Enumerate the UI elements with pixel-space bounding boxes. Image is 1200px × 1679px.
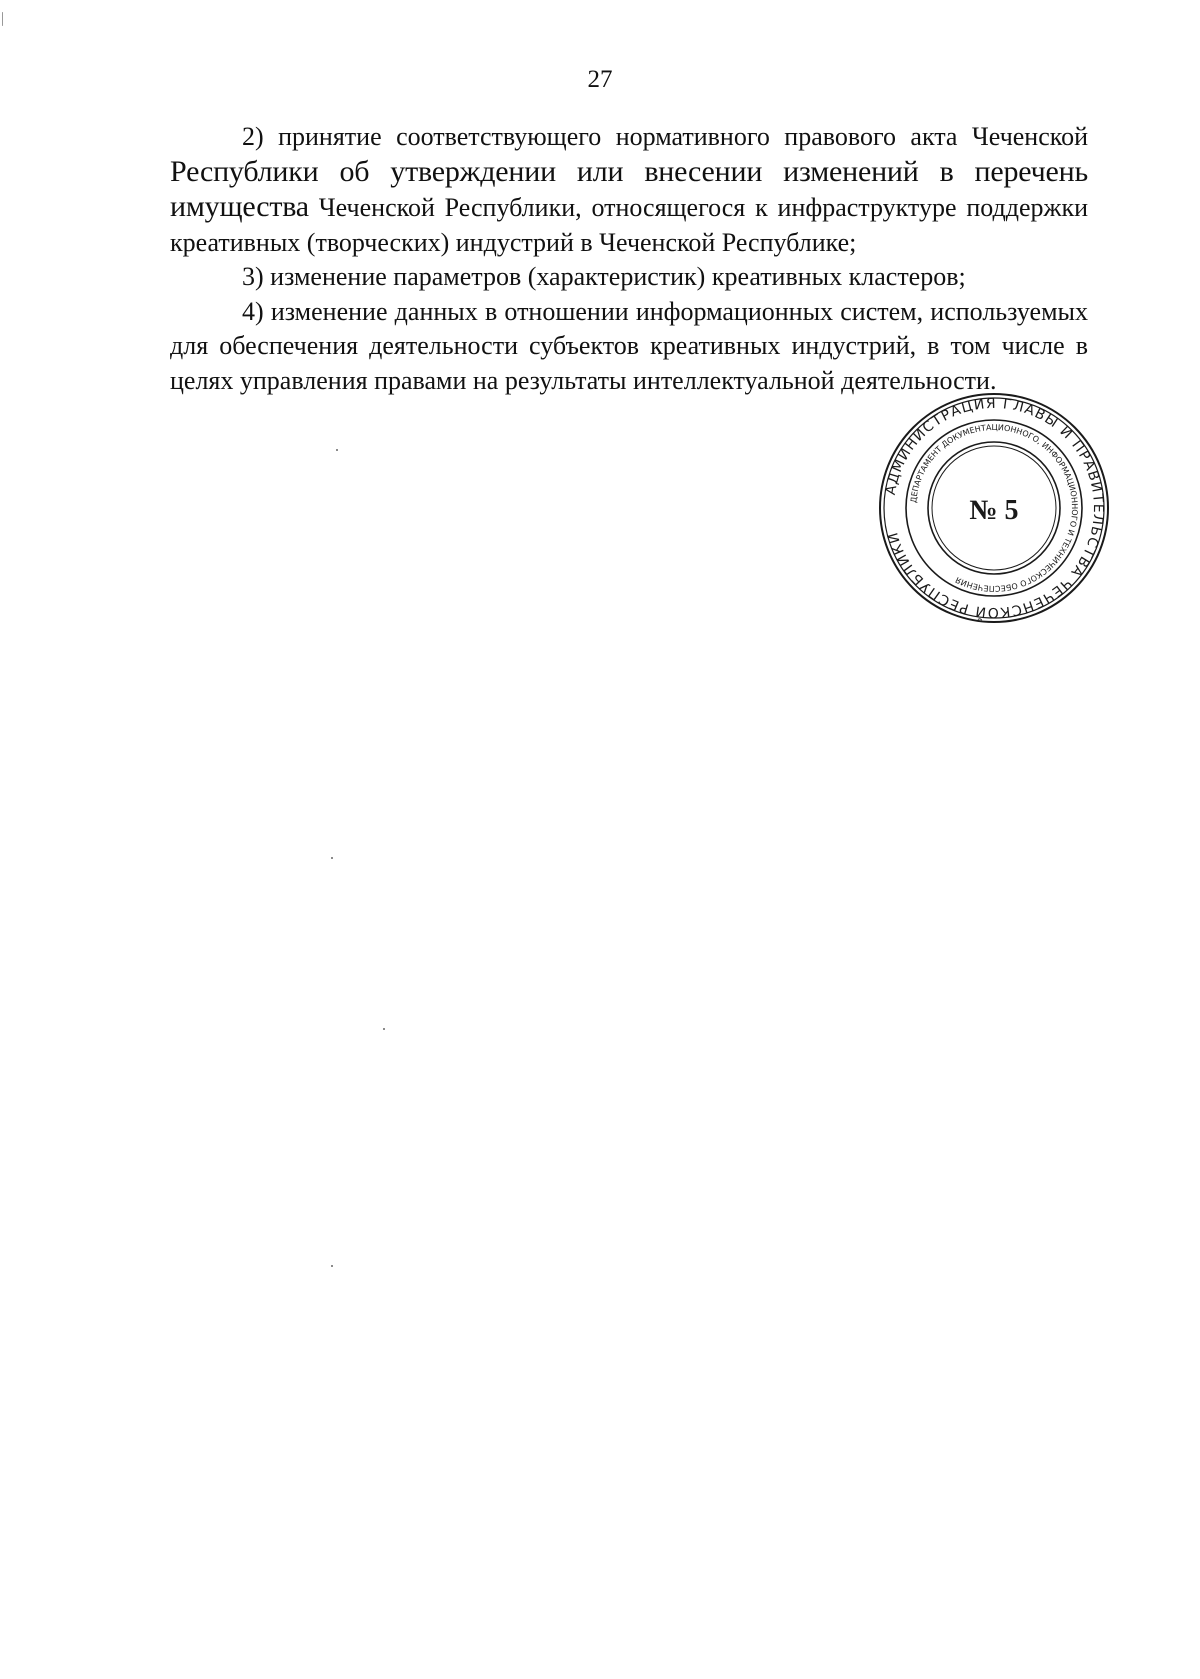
stamp-inner-text: ДЕПАРТАМЕНТ ДОКУМЕНТАЦИОННОГО, ИНФОРМАЦИОННОГО И ТЕХНИЧЕСКОГО ОБЕСПЕЧЕНИЯ: [909, 422, 1080, 594]
official-seal-stamp: [876, 392, 1112, 624]
document-body: [170, 120, 1088, 398]
paragraph-2-line-1: 2) принятие соответствующего нормативного правового акта Чеченской: [242, 122, 1088, 151]
scan-speck: [336, 449, 338, 451]
scan-speck: [383, 1028, 385, 1030]
scan-edge-mark: [2, 12, 3, 26]
scan-speck: [331, 857, 333, 859]
paragraph-item-4: 4) изменение данных в отношении информационных систем, используемых для обеспечения деятельности субъектов креативных индустрий, в том числе в целях управления правами на результаты интеллектуальной деятельности.: [170, 296, 1088, 395]
page-number: 27: [587, 66, 613, 93]
paragraph-2-line-2: Республики об утверждении или внесении изменений в перечень имущества: [170, 154, 1088, 223]
stamp-outer-text: АДМИНИСТРАЦИЯ ГЛАВЫ И ПРАВИТЕЛЬСТВА ЧЕЧЕНСКОЙ РЕСПУБЛИКИ: [882, 395, 1107, 621]
stamp-number: № 5: [969, 495, 1019, 526]
paragraph-2-rest: Чеченской Республики, относящегося к инфраструктуре поддержки креативных (творческих) индустрий в Чеченской Республике;: [170, 193, 1088, 257]
paragraph-item-3: 3) изменение параметров (характеристик) креативных кластеров;: [242, 262, 966, 291]
scan-speck: [331, 1265, 333, 1267]
paragraph-item-2: [170, 120, 1088, 260]
